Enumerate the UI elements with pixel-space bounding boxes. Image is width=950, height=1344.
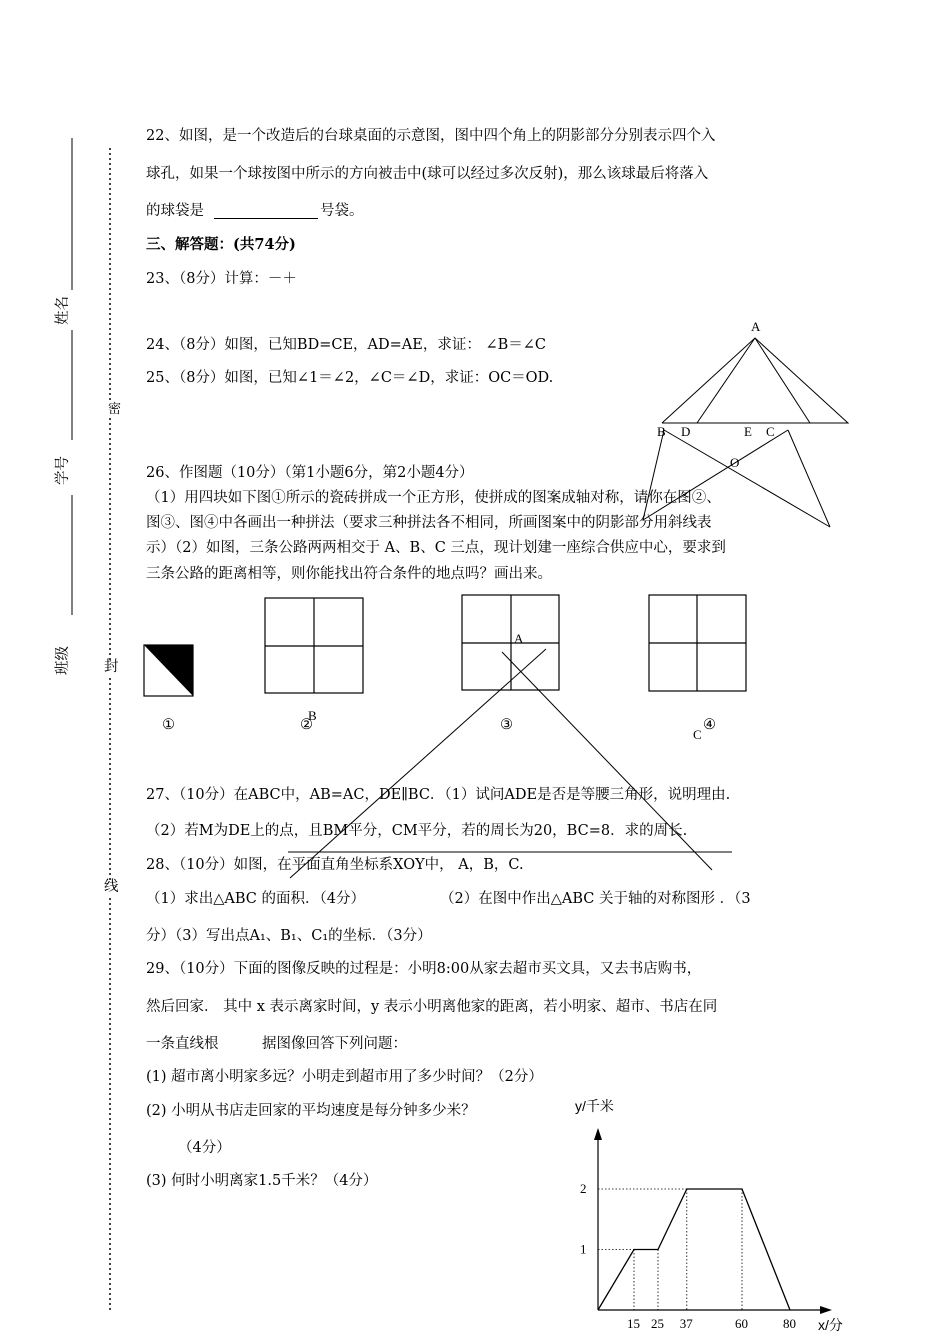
q28-line1: 28、（10分）如图，在平面直角坐标系XOY中， A，B，C.	[146, 857, 524, 873]
y-axis-arrow	[594, 1128, 602, 1140]
fig24-label-E: E	[744, 424, 752, 439]
q26-line1: 26、作图题（10分）（第1小题6分，第2小题4分）	[146, 465, 474, 481]
q22-line1: 22、如图，是一个改造后的台球桌面的示意图，图中四个角上的阴影部分分别表示四个入	[146, 128, 716, 144]
fig26-label-3: ③	[500, 717, 513, 733]
q26-line3: 图③、图④中各画出一种拼法（要求三种拼法各不相同，所画图案中的阴影部分用斜线表	[146, 515, 712, 531]
q28-line3: 分）（3）写出点A₁、B₁、C₁的坐标．（3分）	[146, 928, 432, 944]
y-tick-label: 2	[580, 1181, 587, 1196]
x-axis-label: x/分	[818, 1317, 843, 1333]
q29-sub2-points: （4分）	[178, 1140, 231, 1156]
x-tick-label: 25	[651, 1316, 664, 1331]
q29-sub1: (1) 超市离小明家多远？小明走到超市用了多少时间？（2分）	[146, 1069, 543, 1085]
q29-line3a: 一条直线根	[146, 1036, 219, 1052]
q29-line1: 29、（10分）下面的图像反映的过程是：小明8:00从家去超市买文具，又去书店购书，	[146, 961, 702, 977]
student-id-label: 学号	[55, 456, 71, 485]
q27-line2: （2）若M为DE上的点，且BM平分，CM平分，若的周长为20，BC=8．求的周长.	[146, 823, 688, 839]
road-label-A: A	[514, 631, 524, 646]
fig24-label-D: D	[681, 424, 691, 439]
road-label-C: C	[693, 727, 702, 742]
fig26-label-1: ①	[162, 717, 175, 733]
q24: 24、（8分）如图，已知BD=CE，AD=AE，求证： ∠B＝∠C	[146, 337, 546, 353]
fig24-label-A: A	[751, 319, 761, 334]
q23: 23、（8分）计算：－＋	[146, 271, 297, 287]
q22-line3a: 的球袋是	[146, 203, 204, 219]
q26-line4: 示）（2）如图，三条公路两两相交于 A、B、C 三点，现计划建一座综合供应中心，要求到	[146, 540, 726, 556]
fig24-label-O: O	[730, 455, 740, 470]
fig24-label-C: C	[766, 424, 775, 439]
q26-line2: （1）用四块如下图①所示的瓷砖拼成一个正方形，使拼成的图案成轴对称，请你在图②、	[146, 490, 721, 506]
fig26-label-2: ②	[300, 717, 313, 733]
q29-line3b: 据图像回答下列问题：	[262, 1036, 407, 1052]
fig24-label-B: B	[657, 424, 666, 439]
y-axis-label: y/千米	[575, 1098, 614, 1114]
q26-line5: 三条公路的距离相等，则你能找出符合条件的地点吗？画出来。	[146, 566, 552, 582]
class-label: 班级	[55, 646, 71, 675]
road-label-B: B	[308, 708, 317, 723]
x-tick-label: 80	[783, 1316, 796, 1331]
seal-char-feng: 封	[104, 659, 119, 675]
q22-line2: 球孔，如果一个球按图中所示的方向被击中(球可以经过多次反射)，那么该球最后将落入	[146, 166, 709, 182]
q29-line2: 然后回家． 其中 x 表示离家时间，y 表示小明离他家的距离，若小明家、超市、书店在同	[146, 999, 718, 1015]
seal-char-mi: 密	[108, 402, 122, 417]
q29-sub2: (2) 小明从书店走回家的平均速度是每分钟多少米？	[146, 1103, 476, 1119]
x-tick-label: 37	[679, 1316, 693, 1331]
x-tick-label: 60	[735, 1316, 748, 1331]
fig26-label-4: ④	[703, 717, 716, 733]
q28-line2a: （1）求出△ABC 的面积．（4分）	[146, 891, 365, 907]
x-axis-arrow	[820, 1306, 832, 1314]
q25: 25、（8分）如图，已知∠1＝∠2，∠C＝∠D，求证：OC＝OD.	[146, 370, 554, 386]
q29-sub3: (3) 何时小明离家1.5千米？（4分）	[146, 1173, 378, 1189]
name-label: 姓名	[55, 296, 71, 325]
q27-line1: 27、（10分）在ABC中，AB=AC，DE∥BC．（1）试问ADE是否是等腰三角形，说明理由.	[146, 787, 731, 803]
y-tick-label: 1	[580, 1241, 587, 1257]
q22-line3b: 号袋。	[320, 203, 364, 219]
section-3-heading: 三、解答题：(共74分)	[146, 236, 296, 253]
seal-char-xian: 线	[104, 879, 119, 895]
q28-line2b: （2）在图中作出△ABC 关于轴的对称图形 ．（3	[440, 891, 751, 907]
x-tick-label: 15	[627, 1316, 640, 1331]
